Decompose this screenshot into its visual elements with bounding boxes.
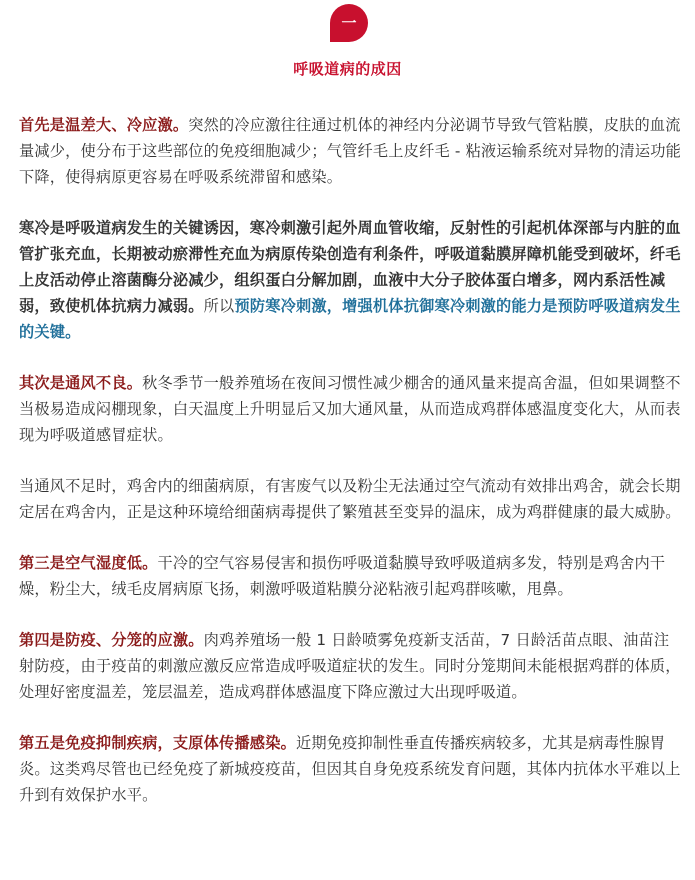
paragraph-lead: 第三是空气湿度低。 (19, 554, 158, 572)
paragraph-vaccination-stress (19, 627, 681, 705)
paragraph-bold-text: 寒冷是呼吸道病发生的关键诱因，寒冷刺激引起外周血管收缩，反射性的引起机体深部与内脏的血管扩张充血，长期被动瘀滞性充血为病原传染创造有利条件，呼吸道黏膜屏障机能受到破坏，纤毛上皮活动停止溶菌酶分泌减少，组织蛋白分解加剧，血液中大分子胶体蛋白增多，网内系活性减弱，致使机体抗病力减弱。 (19, 219, 681, 315)
article-body (19, 112, 681, 833)
paragraph-text: 干冷的空气容易侵害和损伤呼吸道黏膜导致呼吸道病多发，特别是鸡舍内干燥，粉尘大，绒毛皮屑病原飞扬，刺激呼吸道粘膜分泌粘液引起鸡群咳嗽，甩鼻。 (19, 554, 666, 598)
paragraph-ventilation (19, 370, 681, 448)
section-number-badge (330, 4, 368, 42)
paragraph-humidity (19, 550, 681, 602)
paragraph-lead: 第五是免疫抑制疾病，支原体传播感染。 (19, 734, 296, 752)
paragraph-temperature (19, 112, 681, 190)
paragraph-immunosuppression (19, 730, 681, 808)
section-number: 一 (341, 13, 357, 32)
paragraph-cold (19, 215, 681, 345)
paragraph-text: 近期免疫抑制性垂直传播疾病较多，尤其是病毒性腺胃炎。这类鸡尽管也已经免疫了新城疫疫苗，但因其自身免疫系统发育问题，其体内抗体水平难以上升到有效保护水平。 (19, 734, 681, 804)
paragraph-lead: 其次是通风不良。 (19, 374, 143, 392)
paragraph-text: 肉鸡养殖场一般 1 日龄喷雾免疫新支活苗，7 日龄活苗点眼、油苗注射防疫，由于疫苗的刺激应激反应常造成呼吸道症状的发生。同时分笼期间未能根据鸡群的体质，处理好密度温差，笼层温差，造成鸡群体感温度下降应激过大出现呼吸道。 (19, 631, 681, 701)
paragraph-text: 所以 (203, 297, 235, 315)
paragraph-lead: 第四是防疫、分笼的应激。 (19, 631, 204, 649)
paragraph-text: 当通风不足时，鸡舍内的细菌病原，有害废气以及粉尘无法通过空气流动有效排出鸡舍，就会长期定居在鸡舍内，正是这种环境给细菌病毒提供了繁殖甚至变异的温床，成为鸡群健康的最大威胁。 (19, 477, 681, 521)
paragraph-highlight: 预防寒冷刺激，增强机体抗御寒冷刺激的能力是预防呼吸道病发生的关键。 (19, 297, 681, 341)
paragraph-text: 突然的冷应激往往通过机体的神经内分泌调节导致气管粘膜，皮肤的血流量减少，使分布于这些部位的免疫细胞减少；气管纤毛上皮纤毛 - 粘液运输系统对异物的清运功能下降，使得病原更容易在呼吸系统滞留和感染。 (19, 116, 682, 186)
paragraph-text: 秋冬季节一般养殖场在夜间习惯性减少棚舍的通风量来提高舍温，但如果调整不当极易造成闷棚现象，白天温度上升明显后又加大通风量，从而造成鸡群体感温度变化大，从而表现为呼吸道感冒症状。 (19, 374, 681, 444)
paragraph-lead: 首先是温差大、冷应激。 (19, 116, 189, 134)
section-title: 呼吸道病的成因 (293, 60, 402, 78)
paragraph-insufficient-ventilation (19, 473, 681, 525)
